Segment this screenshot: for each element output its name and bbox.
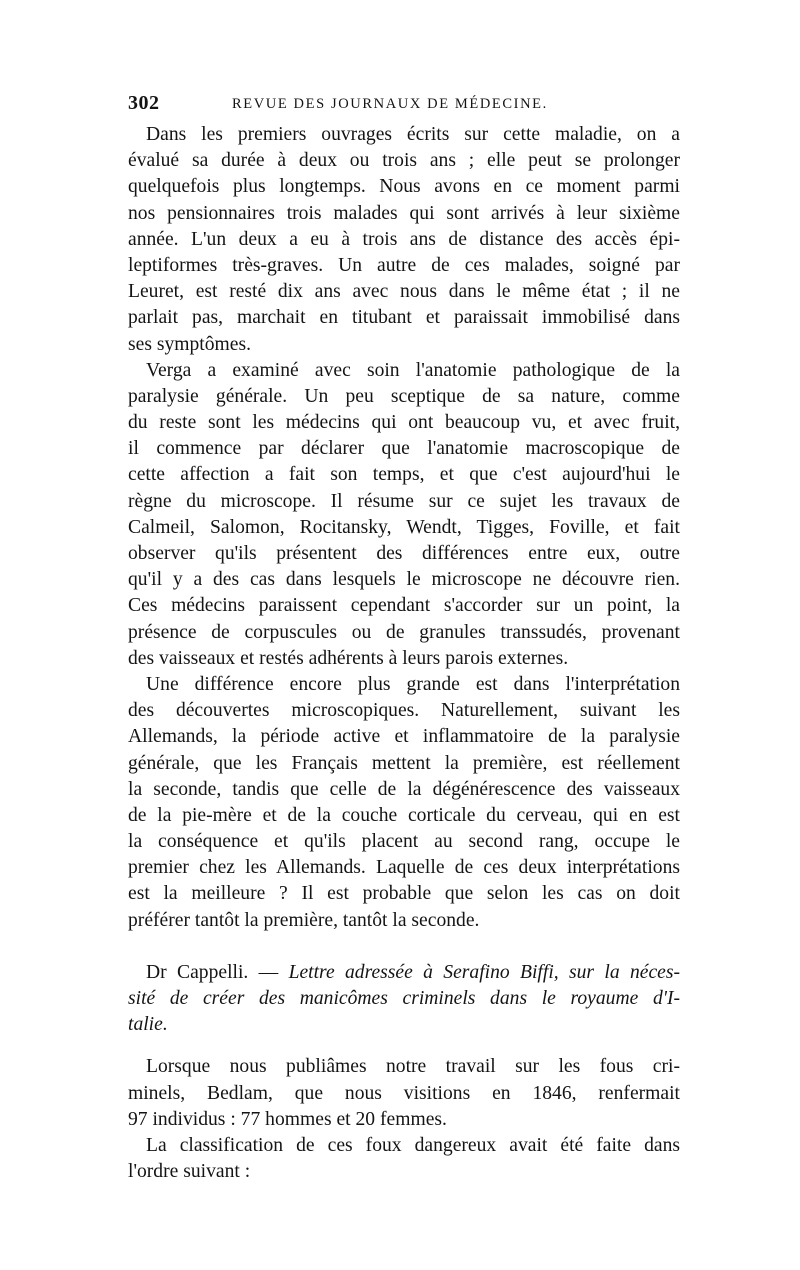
citation bbox=[128, 960, 680, 1039]
text-line: premier chez les Allemands. Laquelle de ces deux interprétations bbox=[128, 857, 680, 879]
citation-line bbox=[128, 960, 680, 986]
text-line: règne du microscope. Il résume sur ce sujet les travaux de bbox=[128, 490, 680, 512]
paragraph-3 bbox=[128, 672, 680, 934]
text-line: la seconde, tandis que celle de la dégénérescence des vaisseaux bbox=[128, 778, 680, 800]
body-text bbox=[128, 122, 680, 1185]
text-line: Allemands, la période active et inflammatoire de la paralysie bbox=[128, 726, 680, 748]
paragraph-4 bbox=[128, 1054, 680, 1133]
text-line: est la meilleure ? Il est probable que selon les cas on doit bbox=[128, 883, 680, 905]
text-line: des vaisseaux et restés adhérents à leurs parois externes. bbox=[128, 647, 569, 669]
text-line: Dans les premiers ouvrages écrits sur cette maladie, on a bbox=[146, 124, 680, 145]
text-line: minels, Bedlam, que nous visitions en 1846, renfermait bbox=[128, 1082, 680, 1104]
text-line: cette affection a fait son temps, et que c'est aujourd'hui le bbox=[128, 464, 680, 486]
text-line: Lorsque nous publiâmes notre travail sur les fous cri- bbox=[146, 1056, 680, 1078]
text-line: présence de corpuscules ou de granules transsudés, provenant bbox=[128, 621, 680, 643]
page-header bbox=[128, 92, 680, 118]
text-line: leptiformes très-graves. Un autre de ces malades, soigné par bbox=[128, 254, 680, 276]
text-line: qu'il y a des cas dans lesquels le microscope ne découvre rien. bbox=[128, 569, 680, 591]
section-gap bbox=[128, 1038, 680, 1054]
text-line: Une différence encore plus grande est dans l'interprétation bbox=[146, 673, 680, 695]
text-line: Calmeil, Salomon, Rocitansky, Wendt, Tigges, Foville, et fait bbox=[128, 516, 680, 538]
text-line: évalué sa durée à deux ou trois ans ; elle peut se prolonger bbox=[128, 150, 680, 172]
text-line: paralysie générale. Un peu sceptique de sa nature, comme bbox=[128, 385, 680, 407]
paragraph-5 bbox=[128, 1133, 680, 1185]
text-line: préférer tantôt la première, tantôt la seconde. bbox=[128, 909, 480, 931]
text-line: Leuret, est resté dix ans avec nous dans le même état ; il ne bbox=[128, 281, 680, 303]
paragraph-1 bbox=[128, 122, 680, 358]
text-line: année. L'un deux a eu à trois ans de distance des accès épi- bbox=[128, 228, 680, 250]
citation-author: Dr Cappelli. — bbox=[146, 961, 279, 983]
text-line: ses symptômes. bbox=[128, 333, 252, 355]
text-line: La classification de ces foux dangereux avait été faite dans bbox=[146, 1134, 680, 1156]
text-line: générale, que les Français mettent la première, est réellement bbox=[128, 752, 680, 774]
citation-title: Lettre adressée à Serafino Biffi, sur la néces- bbox=[288, 961, 680, 983]
text-line: quelquefois plus longtemps. Nous avons en ce moment parmi bbox=[128, 176, 680, 198]
citation-line bbox=[128, 1012, 680, 1038]
text-line: du reste sont les médecins qui ont beaucoup vu, et avec fruit, bbox=[128, 412, 680, 434]
citation-title: sité de créer des manicômes criminels dans le royaume d'I- bbox=[128, 988, 680, 1009]
citation-line bbox=[128, 986, 680, 1012]
text-line: Ces médecins paraissent cependant s'accorder sur un point, la bbox=[128, 595, 680, 617]
text-line: nos pensionnaires trois malades qui sont arrivés à leur sixième bbox=[128, 202, 680, 224]
paragraph-2 bbox=[128, 358, 680, 672]
text-line: il commence par déclarer que l'anatomie macroscopique de bbox=[128, 438, 680, 460]
text-line: observer qu'ils présentent des différences entre eux, outre bbox=[128, 543, 680, 564]
citation-title: talie. bbox=[128, 1014, 168, 1036]
text-line: la conséquence et qu'ils placent au second rang, occupe le bbox=[128, 831, 680, 853]
text-line: de la pie-mère et de la couche corticale du cerveau, qui en est bbox=[128, 804, 680, 826]
running-head: REVUE DES JOURNAUX DE MÉDECINE. bbox=[232, 96, 548, 112]
text-line: 97 individus : 77 hommes et 20 femmes. bbox=[128, 1108, 447, 1130]
text-line: des découvertes microscopiques. Naturellement, suivant les bbox=[128, 700, 680, 722]
text-line: parlait pas, marchait en titubant et paraissait immobilisé dans bbox=[128, 307, 680, 329]
text-line: Verga a examiné avec soin l'anatomie pathologique de la bbox=[146, 359, 680, 381]
text-line: l'ordre suivant : bbox=[128, 1161, 251, 1183]
section-gap bbox=[128, 934, 680, 960]
page-number: 302 bbox=[128, 92, 160, 114]
